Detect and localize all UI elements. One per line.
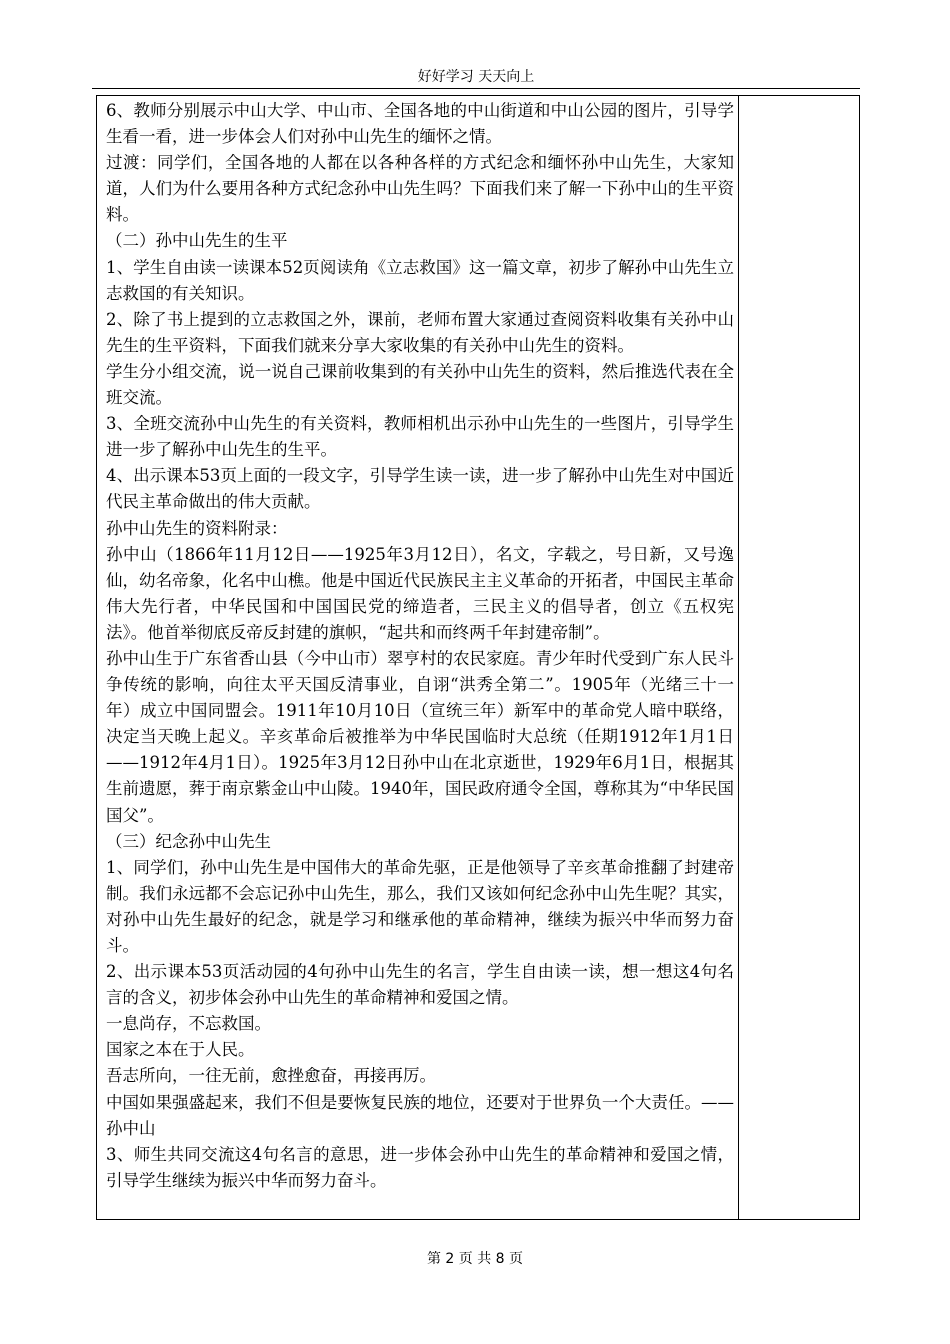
header-rule: [92, 88, 860, 89]
paragraph: 学生分小组交流，说一说自己课前收集到的有关孙中山先生的资料，然后推选代表在全班交流。: [106, 361, 734, 408]
paragraph: 过渡：同学们，全国各地的人都在以各种各样的方式纪念和缅怀孙中山先生，大家知道，人们为什么要用各种方式纪念孙中山先生吗？下面我们来了解一下孙中山的生平资料。: [106, 153, 734, 225]
quote-line: 一息尚存，不忘救国。: [106, 1014, 271, 1034]
paragraph: 6、教师分别展示中山大学、中山市、全国各地的中山街道和中山公园的图片，引导学生看一看，进一步体会人们对孙中山先生的缅怀之情。: [106, 101, 734, 147]
paragraph: 1、同学们，孙中山先生是中国伟大的革命先驱，正是他领导了辛亥革命推翻了封建帝制。我们永远都不会忘记孙中山先生，那么，我们又该如何纪念孙中山先生呢？其实，对孙中山先生最好的纪念，就是学习和继承他的革命精神，继续为振兴中华而努力奋斗。: [106, 857, 734, 955]
paragraph: 2、除了书上提到的立志救国之外，课前，老师布置大家通过查阅资料收集有关孙中山先生的生平资料，下面我们就来分享大家收集的有关孙中山先生的资料。: [106, 309, 734, 355]
quote-line: 中国如果强盛起来，我们不但是要恢复民族的地位，还要对于世界负一个大责任。——孙中山: [106, 1092, 734, 1138]
paragraph: 孙中山（1866年11月12日——1925年3月12日），名文，字载之，号日新，又号逸仙，幼名帝象，化名中山樵。他是中国近代民族民主主义革命的开拓者，中国民主革命伟大先行者，中华民国和中国国民党的缔造者，三民主义的倡导者，创立《五权宪法》。他首举彻底反帝反封建的旗帜，“起共和而终两千年封建帝制”。: [106, 544, 734, 642]
page-header-title: 好好学习 天天向上: [417, 69, 535, 85]
page-footer-number: 第 2 页 共 8 页: [426, 1251, 524, 1267]
quote-line: 国家之本在于人民。: [106, 1040, 255, 1060]
paragraph: 3、师生共同交流这4句名言的意思，进一步体会孙中山先生的革命精神和爱国之情，引导学生继续为振兴中华而努力奋斗。: [106, 1144, 734, 1190]
section-heading: （二）孙中山先生的生平: [106, 231, 288, 251]
section-heading: （三）纪念孙中山先生: [106, 831, 271, 851]
paragraph: 3、全班交流孙中山先生的有关资料，教师相机出示孙中山先生的一些图片，引导学生进一步了解孙中山先生的生平。: [106, 414, 734, 460]
quote-line: 吾志所向，一往无前，愈挫愈奋，再接再厉。: [106, 1066, 436, 1086]
paragraph: 2、出示课本53页活动园的4句孙中山先生的名言，学生自由读一读，想一想这4句名言的含义，初步体会孙中山先生的革命精神和爱国之情。: [106, 962, 734, 1008]
table-column-divider: [738, 95, 739, 1220]
paragraph: 孙中山先生的资料附录：: [106, 518, 288, 538]
paragraph: 1、学生自由读一读课本52页阅读角《立志救国》这一篇文章，初步了解孙中山先生立志救国的有关知识。: [106, 257, 734, 303]
paragraph: 孙中山生于广东省香山县（今中山市）翠亨村的农民家庭。青少年时代受到广东人民斗争传统的影响，向往太平天国反清事业，自诩“洪秀全第二”。1905年（光绪三十一年）成立中国同盟会。1911年10月10日（宣统三年）新军中的革命党人暗中联络，决定当天晚上起义。辛亥革命后被推举为中华民国临时大总统（任期1912年1月1日——1912年4月1日）。1925年3月12日孙中山在北京逝世，1929年6月1日，根据其生前遗愿，葬于南京紫金山中山陵。1940年，国民政府通令全国，尊称其为“中华民国国父”。: [106, 648, 734, 825]
paragraph: 4、出示课本53页上面的一段文字，引导学生读一读，进一步了解孙中山先生对中国近代民主革命做出的伟大贡献。: [106, 466, 734, 512]
lesson-content: [106, 98, 734, 1194]
